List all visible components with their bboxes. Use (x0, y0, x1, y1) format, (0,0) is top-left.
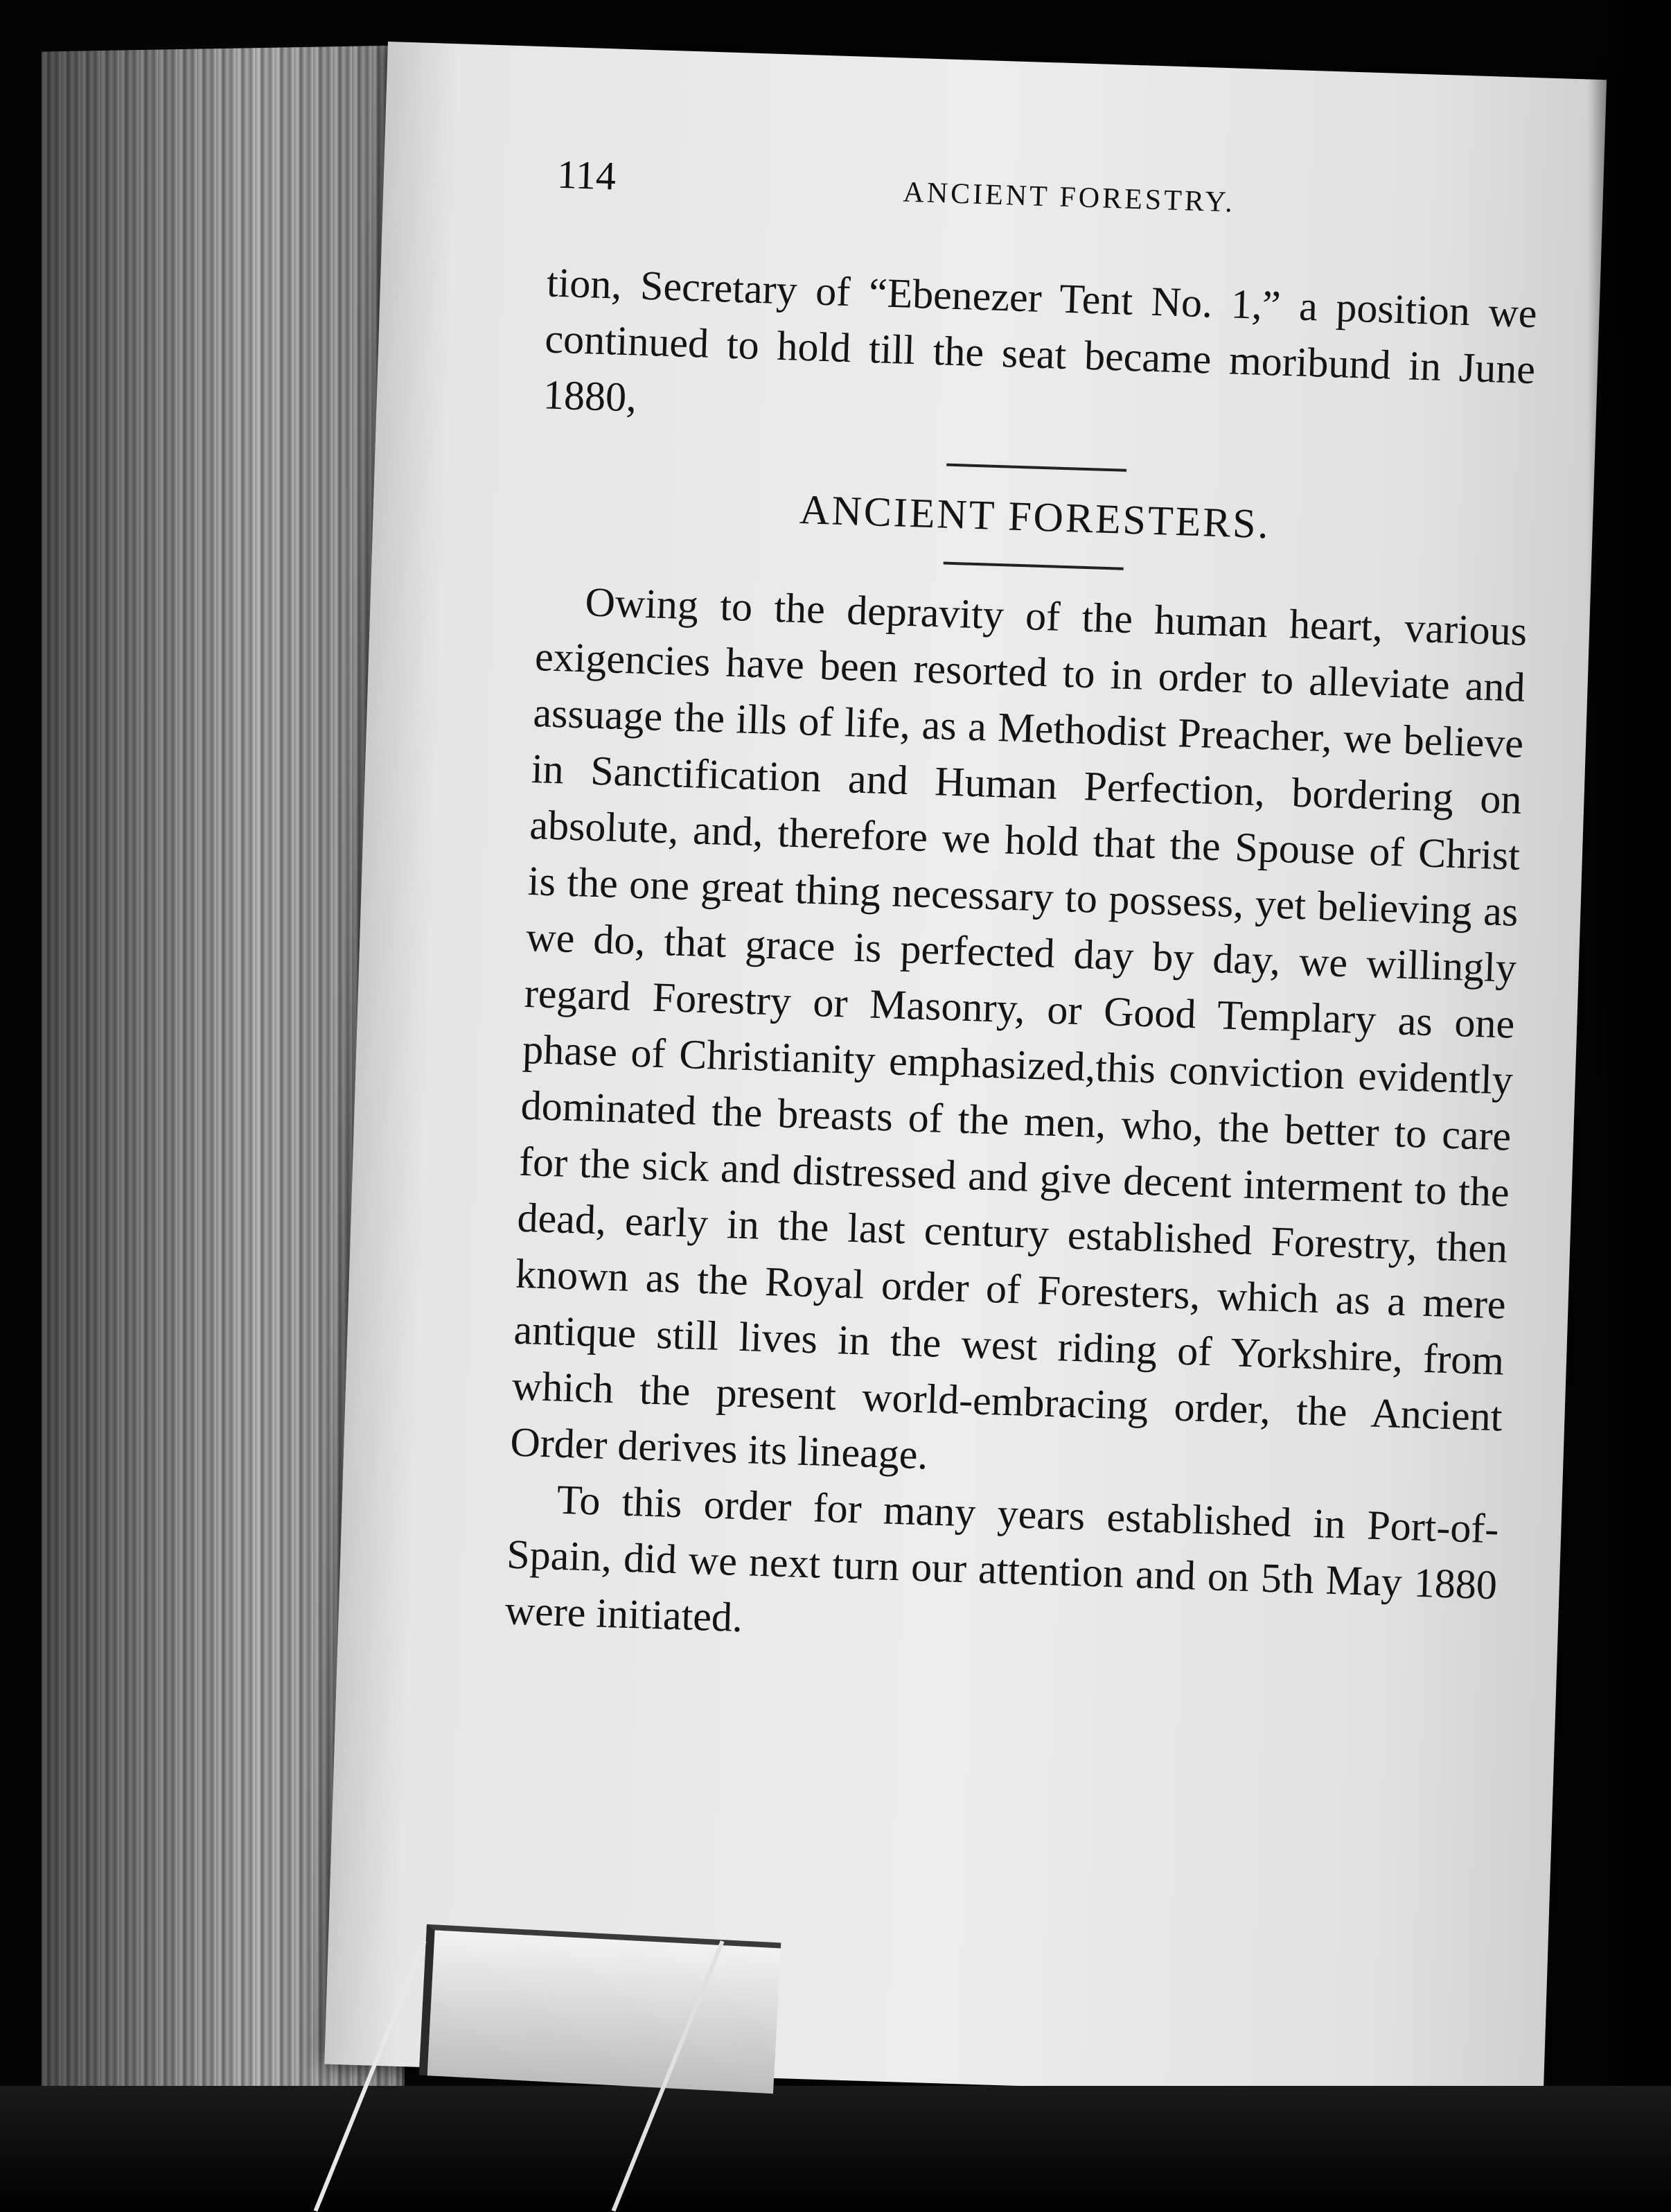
section-title: ANCIENT FORESTERS. (799, 486, 1271, 547)
section-rule-bottom (944, 562, 1124, 570)
paragraph-owing: Owing to the depravity of the human heart, various exigencies have been resorted to in order to alleviate and assuage the ills of life, as a Methodist Preacher, we believe in Sanctification and Human Perfection, bordering on absolute, and, therefore we hold that the Spouse of Christ is the one great thing necessary to possess, yet believing as we do, that grace is perfected day by day, we willingly regard Forestry or Masonry, or Good Templary as one phase of Christianity emphasized,this conviction evidently dominated the breasts of the men, who, the better to care for the sick and distressed and give decent interment to the dead, early in the last century established Forestry, then known as the Royal order of Foresters, which as a mere antique still lives in the west riding of Yorkshire, from which the present world-embracing order, the Ancient Order derives its lineage. (509, 579, 1528, 1478)
book-page (324, 42, 1607, 2103)
continued-paragraph: tion, Secretary of “Ebenezer Tent No. 1,” a position we continued to hold till the seat became moribund in June 1880, (542, 259, 1538, 421)
section-rule-top (946, 464, 1126, 472)
page-number: 114 (556, 151, 617, 199)
right-shadow (1588, 0, 1671, 2212)
running-head: ANCIENT FORESTRY. (902, 176, 1236, 219)
bottom-board (0, 2086, 1671, 2212)
page-body (504, 254, 1538, 1669)
paragraph-to-this-order: To this order for many years established in Port-of-Spain, did we next turn our attention and on 5th May 1880 were initiated. (504, 1476, 1500, 1641)
page-clip-bookmark (419, 1924, 781, 2094)
page-header (556, 151, 1458, 235)
